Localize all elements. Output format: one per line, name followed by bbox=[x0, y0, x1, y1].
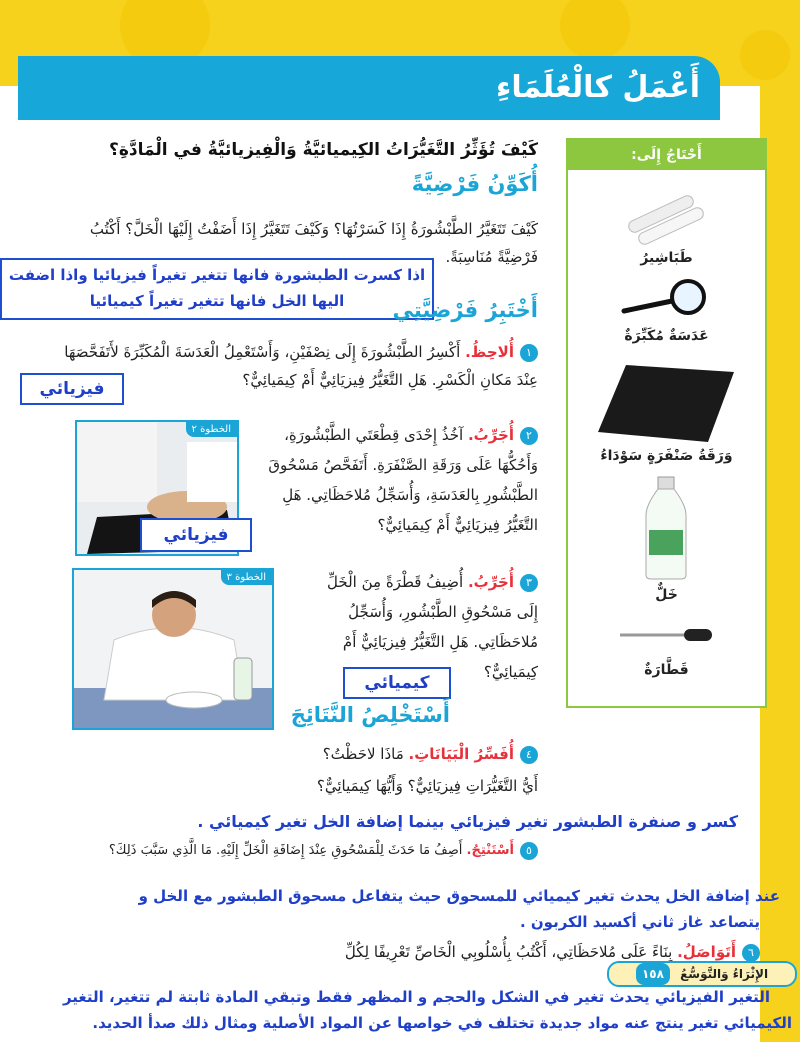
step-4 bbox=[63, 740, 538, 768]
boy-experiment-illustration bbox=[74, 570, 272, 728]
hypothesis-text: كَيْفَ تَتَغَيَّرُ الطَّبْشُورَةُ إِذَا كَسَرْتُهَا؟ وَكَيْفَ تَتَغَيَّرُ إِذَا أَضَفْتُ إِلَيْهَا الْخَلَّ؟ أَكْتُبُ فَرْضِيَّةً مُنَاسِبَةً. bbox=[89, 220, 538, 266]
footer-label: الإِثْرَاءُ وَالتَّوَسُّعُ bbox=[680, 967, 769, 981]
step-2-label: الخطوة ٢ bbox=[186, 422, 237, 437]
step-1 bbox=[63, 338, 538, 394]
step-key: أُفَسِّرُ الْبَيَانَاتِ. bbox=[408, 745, 514, 763]
materials-title: أَحْتَاجُ إِلَى: bbox=[568, 140, 765, 170]
step-text: أَصِفُ مَا حَدَثَ لِلْمَسْحُوقِ عِنْدَ إِضَافَةِ الْخَلِّ إِلَيْهِ. مَا الَّذِي سَبَّبَ ذَلِكَ؟ bbox=[108, 843, 463, 858]
decor-circle bbox=[740, 30, 790, 80]
answer-5-line-2: يتصاعد غاز ثاني أكسيد الكربون . bbox=[519, 913, 760, 931]
step-number: ١ bbox=[520, 344, 538, 362]
step-3-answer: كيميائي bbox=[343, 667, 451, 699]
test-heading: أَخْتَبِرُ فَرْضِيَّتِي bbox=[392, 298, 538, 322]
step-3-photo bbox=[72, 568, 274, 730]
step-3-label: الخطوة ٣ bbox=[221, 570, 272, 585]
step-5 bbox=[63, 840, 538, 862]
magnifier-image bbox=[616, 275, 716, 320]
materials-panel bbox=[566, 138, 767, 708]
step-number: ٣ bbox=[520, 574, 538, 592]
answer-5-line-1: عند إضافة الخل يحدث تغير كيميائي للمسحوق حيث يتفاعل مسحوق الطبشور مع الخل و bbox=[138, 887, 780, 905]
step-text: آخُذُ إِحْدَى قِطْعَتَي الطَّبْشُورَةِ، وَأَحُكُّهَا عَلَى وَرَقَةِ الصَّنْفَرَةِ. أَتَفَحَّصُ مَسْحُوقَ الطَّبْشُورِ بِالعَدَسَةِ، وَأُسَجِّلُ مُلاحَظَاتِي. هَلِ التَّغَيُّرُ فِيزيَائِيٌّ أَمْ كِيمَيائِيٌّ؟ bbox=[268, 426, 538, 534]
step-key: أُجَرِّبُ. bbox=[467, 426, 514, 444]
answer-4: كسر و صنفرة الطبشور تغير فيزيائي بينما إضافة الخل تغير كيميائي . bbox=[197, 812, 738, 831]
step-1-answer: فيزيائي bbox=[20, 373, 124, 405]
materials-item-magnifier: عَدَسَةٌ مُكَبِّرَةٌ bbox=[624, 328, 709, 344]
step-number: ٦ bbox=[742, 944, 760, 962]
materials-item-sandpaper: وَرَقَةُ صَنْفَرَةٍ سَوْدَاءُ bbox=[600, 448, 733, 464]
step-number: ٥ bbox=[520, 842, 538, 860]
step-2 bbox=[268, 420, 538, 540]
hypothesis-answer: اذا كسرت الطبشورة فانها تتغير تغيراً فيزيائيا واذا اضفت اليها الخل فانها تتغير تغيراً كيميائيا bbox=[0, 258, 434, 320]
dropper-image bbox=[616, 625, 716, 645]
materials-item-vinegar: خَلٌّ bbox=[655, 587, 678, 603]
step-key: أَسْتَنْتِجُ. bbox=[466, 843, 514, 858]
page-title: أَعْمَلُ كالْعُلَمَاءِ bbox=[496, 70, 700, 105]
conclude-heading: أَسْتَخْلِصُ النَّتَائِجَ bbox=[290, 703, 450, 727]
step-4-line-2: أَيُّ التَّغَيُّرَاتِ فِيزيَائِيٌّ؟ وَأَيُّهَا كِيمَيائِيٌّ؟ bbox=[316, 777, 538, 795]
step-2-answer: فيزيائي bbox=[140, 518, 252, 552]
main-question: كَيْفَ تُؤَثِّرُ التَّغَيُّرَاتُ الكِيميائيَّةُ وَالْفِيزيائيَّةُ في الْمَادَّةِ؟ bbox=[108, 140, 538, 160]
hypothesis-heading: أُكَوِّنُ فَرْضِيَّةً bbox=[411, 172, 538, 196]
step-text: مَاذَا لاحَظْتُ؟ bbox=[322, 745, 404, 763]
step-number: ٢ bbox=[520, 427, 538, 445]
materials-item-chalk: طَبَاشِيرُ bbox=[640, 250, 693, 266]
footer-section-pill bbox=[607, 961, 797, 987]
materials-item-dropper: قَطَّارَةٌ bbox=[644, 662, 689, 678]
step-text: أُضِيفُ قَطْرَةً مِنَ الْخَلِّ إِلَى مَسْحُوقِ الطَّبْشُورِ، وَأُسَجِّلُ مُلاحَظَاتِي. هَلِ التَّغَيُّرُ فِيزيَائِيٌّ أَمْ كِيمَيائِيٌّ؟ bbox=[327, 573, 538, 681]
step-key: أُجَرِّبُ. bbox=[467, 573, 514, 591]
step-text: أَكْسِرُ الطَّبْشُورَةَ إِلَى نِصْفَيْنِ، وَأَسْتَعْمِلُ الْعَدَسَةَ الْمُكَبِّرَةَ لأَتَفَحَّصَهَا عِنْدَ مَكانِ الْكَسْرِ. هَلِ التَّغَيُّرُ فِيزيَائِيٌّ أَمْ كِيمَيائِيٌّ؟ bbox=[64, 343, 538, 389]
sandpaper-image bbox=[596, 360, 736, 445]
step-key: أَتَوَاصَلُ. bbox=[677, 943, 736, 961]
step-number: ٤ bbox=[520, 746, 538, 764]
step-key: أُلاحِظُ. bbox=[465, 343, 514, 361]
step-text: بِنَاءً عَلَى مُلاحَظَاتِي، أَكْتُبُ بِأُسْلُوبِي الْخَاصِّ تَعْرِيفًا لِكُلِّ bbox=[344, 943, 673, 961]
vinegar-bottle-image bbox=[641, 475, 691, 580]
page-number: ١٥٨ bbox=[636, 963, 670, 985]
answer-6-line-1: التغير الفيزيائي يحدث تغير في الشكل والحجم و المظهر فقط وتبقي المادة ثابتة لم تتغير، التغير bbox=[62, 988, 770, 1006]
chalk-image bbox=[616, 188, 716, 248]
answer-6-line-2: الكيميائي تغير ينتج عنه مواد جديدة تختلف في خواصها عن المواد الأصلية ومثال ذلك صدأ الحديد. bbox=[92, 1014, 792, 1032]
